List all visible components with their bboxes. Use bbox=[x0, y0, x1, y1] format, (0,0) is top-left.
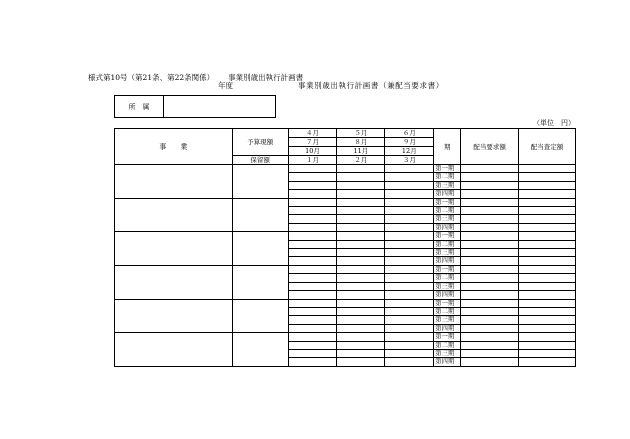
request-amount-cell[interactable] bbox=[461, 349, 519, 357]
month-header: ３月 bbox=[385, 156, 434, 165]
month-amount-cell[interactable] bbox=[288, 333, 337, 341]
month-header: ２月 bbox=[337, 156, 385, 165]
period-label: 第四期 bbox=[434, 324, 461, 332]
budget-cell[interactable] bbox=[232, 198, 288, 232]
period-label: 第一期 bbox=[434, 299, 461, 307]
table-row bbox=[115, 165, 576, 173]
month-amount-cell[interactable] bbox=[288, 291, 337, 299]
request-amount-cell[interactable] bbox=[461, 274, 519, 282]
form-subtitle: 事業別歳出執行計画書 bbox=[228, 73, 304, 82]
assessed-amount-cell[interactable] bbox=[519, 240, 576, 248]
month-amount-cell[interactable] bbox=[337, 190, 385, 198]
request-amount-cell[interactable] bbox=[461, 232, 519, 240]
month-amount-cell[interactable] bbox=[288, 240, 337, 248]
assessed-amount-cell[interactable] bbox=[519, 232, 576, 240]
unit-note: （単位 円） bbox=[533, 119, 575, 127]
month-amount-cell[interactable] bbox=[385, 316, 434, 324]
project-name-cell[interactable] bbox=[115, 333, 233, 367]
request-amount-cell[interactable] bbox=[461, 215, 519, 223]
period-label: 第二期 bbox=[434, 173, 461, 181]
month-amount-cell[interactable] bbox=[385, 333, 434, 341]
period-label: 第三期 bbox=[434, 215, 461, 223]
period-label: 第二期 bbox=[434, 274, 461, 282]
month-amount-cell[interactable] bbox=[385, 232, 434, 240]
month-amount-cell[interactable] bbox=[337, 291, 385, 299]
request-amount-cell[interactable] bbox=[461, 207, 519, 215]
month-amount-cell[interactable] bbox=[385, 341, 434, 349]
month-amount-cell[interactable] bbox=[385, 349, 434, 357]
month-amount-cell[interactable] bbox=[337, 215, 385, 223]
month-amount-cell[interactable] bbox=[337, 165, 385, 173]
month-amount-cell[interactable] bbox=[385, 291, 434, 299]
form-header bbox=[88, 74, 303, 82]
month-amount-cell[interactable] bbox=[288, 282, 337, 290]
assessed-amount-cell[interactable] bbox=[519, 249, 576, 257]
month-amount-cell[interactable] bbox=[288, 324, 337, 332]
document-title: 事業別歳出執行計画書（兼配当要求書） bbox=[298, 81, 444, 90]
request-amount-cell[interactable] bbox=[461, 198, 519, 206]
month-amount-cell[interactable] bbox=[385, 190, 434, 198]
month-amount-cell[interactable] bbox=[337, 232, 385, 240]
request-amount-cell[interactable] bbox=[461, 299, 519, 307]
request-amount-cell[interactable] bbox=[461, 341, 519, 349]
assessed-amount-cell[interactable] bbox=[519, 265, 576, 273]
month-amount-cell[interactable] bbox=[288, 265, 337, 273]
request-amount-cell[interactable] bbox=[461, 257, 519, 265]
month-amount-cell[interactable] bbox=[337, 249, 385, 257]
month-amount-cell[interactable] bbox=[337, 173, 385, 181]
fiscal-year-label: 年度 bbox=[218, 81, 233, 90]
month-header: 10月 bbox=[288, 147, 337, 156]
month-amount-cell[interactable] bbox=[337, 341, 385, 349]
period-label: 第二期 bbox=[434, 207, 461, 215]
request-amount-cell[interactable] bbox=[461, 173, 519, 181]
month-amount-cell[interactable] bbox=[337, 240, 385, 248]
table-row bbox=[115, 299, 576, 307]
assessed-amount-cell[interactable] bbox=[519, 307, 576, 315]
budget-cell[interactable] bbox=[232, 165, 288, 199]
month-amount-cell[interactable] bbox=[337, 324, 385, 332]
request-amount-cell[interactable] bbox=[461, 190, 519, 198]
month-header: ８月 bbox=[337, 138, 385, 147]
table-row bbox=[115, 333, 576, 341]
period-label: 第三期 bbox=[434, 181, 461, 189]
execution-plan-table bbox=[114, 128, 576, 367]
month-amount-cell[interactable] bbox=[385, 257, 434, 265]
month-amount-cell[interactable] bbox=[337, 223, 385, 231]
month-amount-cell[interactable] bbox=[385, 207, 434, 215]
month-amount-cell[interactable] bbox=[385, 274, 434, 282]
col-header-budget: 予算現額 bbox=[232, 129, 288, 156]
month-header: ６月 bbox=[385, 129, 434, 138]
month-amount-cell[interactable] bbox=[337, 333, 385, 341]
request-amount-cell[interactable] bbox=[461, 358, 519, 366]
month-amount-cell[interactable] bbox=[385, 223, 434, 231]
period-label: 第一期 bbox=[434, 165, 461, 173]
period-label: 第三期 bbox=[434, 249, 461, 257]
month-amount-cell[interactable] bbox=[385, 249, 434, 257]
assessed-amount-cell[interactable] bbox=[519, 282, 576, 290]
month-amount-cell[interactable] bbox=[337, 181, 385, 189]
affiliation-field[interactable] bbox=[164, 96, 276, 118]
month-amount-cell[interactable] bbox=[337, 198, 385, 206]
request-amount-cell[interactable] bbox=[461, 249, 519, 257]
request-amount-cell[interactable] bbox=[461, 316, 519, 324]
period-label: 第一期 bbox=[434, 333, 461, 341]
assessed-amount-cell[interactable] bbox=[519, 291, 576, 299]
month-amount-cell[interactable] bbox=[337, 207, 385, 215]
month-amount-cell[interactable] bbox=[288, 249, 337, 257]
month-amount-cell[interactable] bbox=[385, 265, 434, 273]
assessed-amount-cell[interactable] bbox=[519, 341, 576, 349]
month-header: 11月 bbox=[337, 147, 385, 156]
month-amount-cell[interactable] bbox=[288, 341, 337, 349]
budget-cell[interactable] bbox=[232, 265, 288, 299]
month-header: ９月 bbox=[385, 138, 434, 147]
month-header: １月 bbox=[288, 156, 337, 165]
table-row bbox=[115, 265, 576, 273]
month-amount-cell[interactable] bbox=[288, 173, 337, 181]
affiliation-box bbox=[114, 95, 276, 118]
assessed-amount-cell[interactable] bbox=[519, 316, 576, 324]
month-amount-cell[interactable] bbox=[288, 307, 337, 315]
assessed-amount-cell[interactable] bbox=[519, 190, 576, 198]
assessed-amount-cell[interactable] bbox=[519, 333, 576, 341]
month-amount-cell[interactable] bbox=[385, 173, 434, 181]
affiliation-label: 所 属 bbox=[115, 96, 164, 118]
month-amount-cell[interactable] bbox=[288, 232, 337, 240]
month-amount-cell[interactable] bbox=[288, 349, 337, 357]
assessed-amount-cell[interactable] bbox=[519, 207, 576, 215]
period-label: 第四期 bbox=[434, 291, 461, 299]
month-amount-cell[interactable] bbox=[337, 265, 385, 273]
col-header-period: 期 bbox=[434, 129, 461, 165]
month-amount-cell[interactable] bbox=[385, 215, 434, 223]
month-amount-cell[interactable] bbox=[337, 316, 385, 324]
assessed-amount-cell[interactable] bbox=[519, 349, 576, 357]
request-amount-cell[interactable] bbox=[461, 165, 519, 173]
request-amount-cell[interactable] bbox=[461, 307, 519, 315]
month-amount-cell[interactable] bbox=[337, 274, 385, 282]
request-amount-cell[interactable] bbox=[461, 291, 519, 299]
month-amount-cell[interactable] bbox=[337, 299, 385, 307]
month-amount-cell[interactable] bbox=[337, 307, 385, 315]
month-amount-cell[interactable] bbox=[385, 181, 434, 189]
request-amount-cell[interactable] bbox=[461, 240, 519, 248]
table-row bbox=[115, 198, 576, 206]
month-amount-cell[interactable] bbox=[385, 324, 434, 332]
col-header-reserved: 保留額 bbox=[232, 156, 288, 165]
request-amount-cell[interactable] bbox=[461, 282, 519, 290]
month-header: ５月 bbox=[337, 129, 385, 138]
assessed-amount-cell[interactable] bbox=[519, 358, 576, 366]
month-amount-cell[interactable] bbox=[288, 257, 337, 265]
form-number: 様式第10号（第21条、第22条関係） bbox=[88, 73, 215, 82]
assessed-amount-cell[interactable] bbox=[519, 173, 576, 181]
month-amount-cell[interactable] bbox=[288, 190, 337, 198]
month-amount-cell[interactable] bbox=[288, 316, 337, 324]
request-amount-cell[interactable] bbox=[461, 181, 519, 189]
period-label: 第二期 bbox=[434, 307, 461, 315]
request-amount-cell[interactable] bbox=[461, 333, 519, 341]
period-label: 第一期 bbox=[434, 198, 461, 206]
period-label: 第二期 bbox=[434, 341, 461, 349]
assessed-amount-cell[interactable] bbox=[519, 198, 576, 206]
assessed-amount-cell[interactable] bbox=[519, 215, 576, 223]
period-label: 第一期 bbox=[434, 265, 461, 273]
assessed-amount-cell[interactable] bbox=[519, 274, 576, 282]
request-amount-cell[interactable] bbox=[461, 265, 519, 273]
period-label: 第二期 bbox=[434, 240, 461, 248]
assessed-amount-cell[interactable] bbox=[519, 257, 576, 265]
assessed-amount-cell[interactable] bbox=[519, 324, 576, 332]
month-amount-cell[interactable] bbox=[288, 198, 337, 206]
month-amount-cell[interactable] bbox=[288, 223, 337, 231]
month-header: ７月 bbox=[288, 138, 337, 147]
month-amount-cell[interactable] bbox=[337, 349, 385, 357]
project-name-cell[interactable] bbox=[115, 165, 233, 199]
month-amount-cell[interactable] bbox=[288, 207, 337, 215]
month-amount-cell[interactable] bbox=[385, 198, 434, 206]
period-label: 第四期 bbox=[434, 358, 461, 366]
month-amount-cell[interactable] bbox=[385, 165, 434, 173]
col-header-assessed: 配当査定額 bbox=[519, 129, 576, 165]
month-amount-cell[interactable] bbox=[385, 358, 434, 366]
period-label: 第三期 bbox=[434, 349, 461, 357]
assessed-amount-cell[interactable] bbox=[519, 181, 576, 189]
assessed-amount-cell[interactable] bbox=[519, 165, 576, 173]
month-amount-cell[interactable] bbox=[288, 274, 337, 282]
month-amount-cell[interactable] bbox=[337, 257, 385, 265]
budget-cell[interactable] bbox=[232, 232, 288, 266]
budget-cell[interactable] bbox=[232, 299, 288, 333]
col-header-request: 配当要求額 bbox=[461, 129, 519, 165]
month-amount-cell[interactable] bbox=[288, 358, 337, 366]
assessed-amount-cell[interactable] bbox=[519, 223, 576, 231]
request-amount-cell[interactable] bbox=[461, 223, 519, 231]
month-amount-cell[interactable] bbox=[288, 215, 337, 223]
period-label: 第四期 bbox=[434, 190, 461, 198]
month-header: 12月 bbox=[385, 147, 434, 156]
month-amount-cell[interactable] bbox=[288, 165, 337, 173]
month-amount-cell[interactable] bbox=[385, 299, 434, 307]
month-amount-cell[interactable] bbox=[288, 299, 337, 307]
request-amount-cell[interactable] bbox=[461, 324, 519, 332]
period-label: 第四期 bbox=[434, 257, 461, 265]
month-amount-cell[interactable] bbox=[337, 358, 385, 366]
month-amount-cell[interactable] bbox=[385, 282, 434, 290]
month-amount-cell[interactable] bbox=[337, 282, 385, 290]
month-header: ４月 bbox=[288, 129, 337, 138]
month-amount-cell[interactable] bbox=[385, 307, 434, 315]
col-header-project: 事 業 bbox=[115, 129, 233, 165]
budget-cell[interactable] bbox=[232, 333, 288, 367]
period-label: 第三期 bbox=[434, 316, 461, 324]
project-name-cell[interactable] bbox=[115, 198, 233, 232]
table-row bbox=[115, 232, 576, 240]
project-name-cell[interactable] bbox=[115, 265, 233, 299]
project-name-cell[interactable] bbox=[115, 232, 233, 266]
month-amount-cell[interactable] bbox=[385, 240, 434, 248]
period-label: 第三期 bbox=[434, 282, 461, 290]
period-label: 第一期 bbox=[434, 232, 461, 240]
project-name-cell[interactable] bbox=[115, 299, 233, 333]
month-amount-cell[interactable] bbox=[288, 181, 337, 189]
period-label: 第四期 bbox=[434, 223, 461, 231]
assessed-amount-cell[interactable] bbox=[519, 299, 576, 307]
